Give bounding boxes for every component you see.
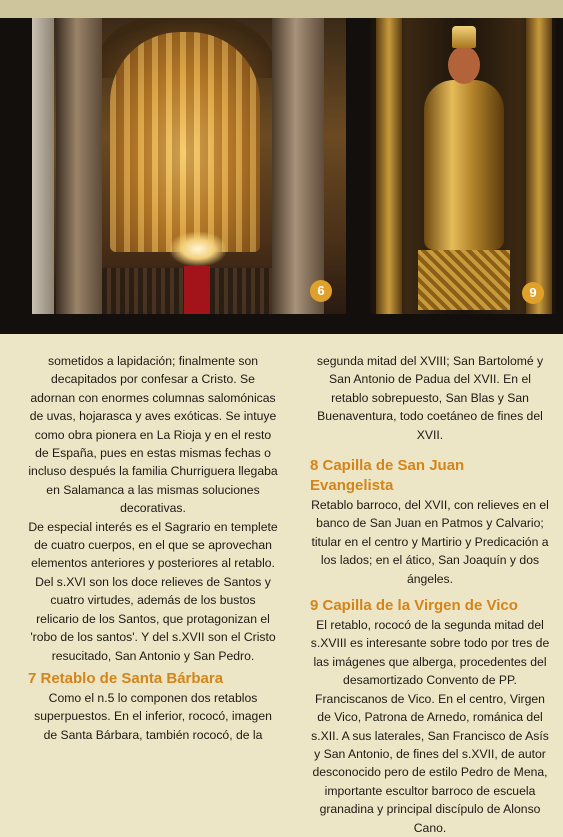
photo-virgin-statue [370,18,556,314]
sagrario-paragraph: De especial interés es el Sagrario en templete de cuatro cuerpos, en el que se aprovechan elementos anteriores y posteriores al retablo. Del s.XVI son los doce relieves de Santos y cuatro virtudes, además de los bustos relicario de los Santos, que protagonizan el 'robo de los santos'. Y del s.XVII son el Cristo resucitado, San Antonio y San Pedro. [28,519,278,663]
section-7-heading: 7 Retablo de Santa Bárbara [28,669,224,687]
section-7-text: Como el n.5 lo componen dos retablos superpuestos. En el inferior, rococó, imagen de Santa Bárbara, también rococó, de la [34,690,272,742]
section-8-heading: 8 Capilla de San Juan Evangelista [310,457,465,495]
retablo-altarpiece [110,32,260,252]
top-strip [0,0,563,18]
red-carpet [184,266,210,314]
statue-head [448,46,480,84]
statue-body [424,80,504,250]
column-right [272,18,324,314]
section-9-text: El retablo, rococó de la segunda mitad del s.XVIII es interesante sobre todo por tres de las imágenes que alberga, procedentes del desamortizado Convento de PP. Franciscanos de Vico. En el centro, Virgen de Vico, Patrona de Arnedo, románica del s.XII. A sus laterales, San Francisco de Asís y San Antonio, de fines del s.XVII, de autor desconocido pero de estilo Pedro de Mena, importante escultor barroco de escuela granadina y principal discípulo de Alonso Cano. [310,618,550,835]
crown-icon [452,26,476,48]
intro-paragraph: sometidos a lapidación; finalmente son decapitados por confesar a Cristo. Se adornan con enormes columnas salomónicas de uvas, hojarasca y aves exóticas. Se intuye como obra pionera en La Rioja y en el resto de España, pues en estas mismas fechas o incluso después la familia Churriguera llegaba en Salamanca a las mismas soluciones decorativas. [28,354,278,516]
section-9-heading: 9 Capilla de la Virgen de Vico [310,597,518,615]
gilded-pillar-left [376,18,402,314]
photo-number-badge: 9 [522,282,544,304]
column-left [56,18,102,314]
text-column-left [28,352,278,744]
photo-cathedral-interior [32,18,346,314]
chandelier-icon [170,232,226,266]
gilded-pillar-right [526,18,552,314]
text-column-right [310,352,550,837]
section-8-text: Retablo barroco, del XVII, con relieves en el banco de San Juan en Patmos y Calvario; titular en el centro y Martirio y Predicación a los lados; en el ático, San Joaquín y dos ángeles. [311,498,549,586]
photo-number-badge: 6 [310,280,332,302]
statue-base [418,250,510,310]
continuation-paragraph: segunda mitad del XVIII; San Bartolomé y San Antonio de Padua del XVII. En el retablo sobrepuesto, San Blas y San Buenaventura, todo coetáneo de fines del XVII. [316,354,544,442]
column-edge [32,18,54,314]
